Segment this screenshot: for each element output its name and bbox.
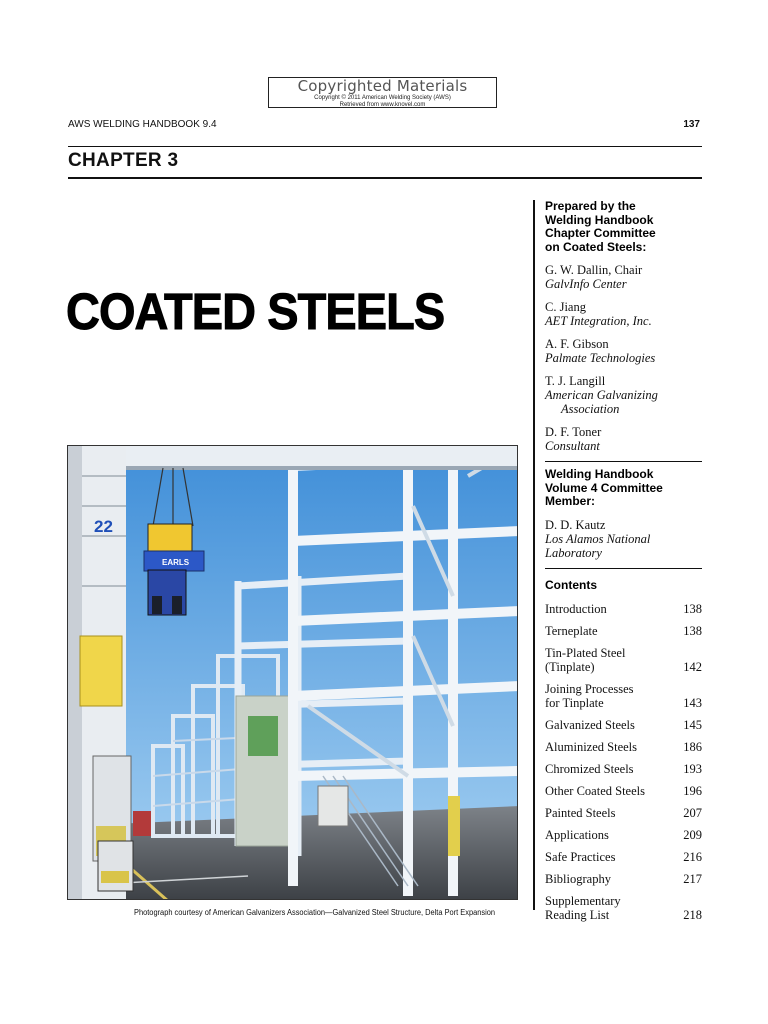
toc-entry[interactable] [545,762,702,776]
toc-entry[interactable] [545,682,702,710]
heading-line: Member: [545,494,596,508]
toc-title: Bibliography [545,872,611,886]
member-org: Los Alamos National [545,531,651,546]
toc-page: 186 [683,740,702,754]
sidebar-rule [545,568,702,569]
toc-page: 138 [683,624,702,638]
member-name: C. Jiang [545,300,586,314]
member-org: American Galvanizing [545,388,658,402]
page-number: 137 [683,119,700,130]
toc-title: Applications [545,828,609,842]
contents-heading: Contents [545,577,597,592]
toc-title: Terneplate [545,624,598,638]
member-name: T. J. Langill [545,374,606,388]
committee-member [545,337,702,365]
prepared-by-heading [545,200,702,254]
toc-entry[interactable] [545,894,702,922]
toc-page: 145 [683,718,702,732]
toc-entry[interactable] [545,602,702,616]
toc-page: 196 [683,784,702,798]
sidebar-rule [545,461,702,462]
toc-entry[interactable] [545,872,702,886]
chapter-label: CHAPTER 3 [68,150,179,171]
copyright-line-1: Copyright © 2011 American Welding Society (AWS) [314,95,451,101]
toc-title: Supplementary Reading List [545,894,621,922]
member-org: Consultant [545,439,600,453]
heading-line: Prepared by the [545,199,636,213]
toc-entry[interactable] [545,740,702,754]
running-head: AWS WELDING HANDBOOK 9.4 [68,119,217,130]
heading-line: Welding Handbook [545,467,654,481]
copyright-line-2: Retrieved from www.knovel.com [339,102,426,108]
toc-entry[interactable] [545,850,702,864]
committee-member [545,263,702,291]
toc-page: 138 [683,602,702,616]
photo-caption: Photograph courtesy of American Galvanizers Association—Galvanized Steel Structure, Delta Port Expansion [134,908,496,917]
chapter-photo [67,445,518,900]
galvanized-structure-illustration [68,446,518,900]
crane-number: 22 [94,517,113,536]
spreader-label: EARLS [162,558,190,567]
toc-entry[interactable] [545,806,702,820]
toc-page: 216 [683,850,702,864]
member-org: GalvInfo Center [545,277,627,291]
toc-title: Safe Practices [545,850,616,864]
toc-entry[interactable] [545,624,702,638]
toc-page: 143 [683,696,702,710]
member-org-continued: Association [561,402,620,416]
toc-page: 218 [683,908,702,922]
committee-member [545,425,702,453]
member-org-continued: Laboratory [545,545,602,560]
toc-title: Aluminized Steels [545,740,637,754]
toc-title: Galvanized Steels [545,718,635,732]
toc-page: 217 [683,872,702,886]
toc-title: Chromized Steels [545,762,634,776]
member-org: Palmate Technologies [545,351,656,365]
header-rule [68,146,702,147]
toc-page: 142 [683,660,702,674]
toc-entry[interactable] [545,646,702,674]
heading-line: on Coated Steels: [545,239,647,254]
volume-committee-member [545,518,702,560]
toc-page: 193 [683,762,702,776]
copyright-notice [268,77,497,108]
contents-list [545,602,702,922]
chapter-title: COATED STEELS [66,283,445,340]
copyright-title: Copyrighted Materials [297,77,468,95]
toc-title: Joining Processes for Tinplate [545,682,634,710]
toc-entry[interactable] [545,718,702,732]
toc-title: Painted Steels [545,806,616,820]
toc-page: 209 [683,828,702,842]
toc-page: 207 [683,806,702,820]
toc-entry[interactable] [545,784,702,798]
toc-title: Introduction [545,602,607,616]
toc-title: Other Coated Steels [545,784,645,798]
member-name: A. F. Gibson [545,337,609,351]
toc-title: Tin-Plated Steel (Tinplate) [545,646,626,674]
chapter-rule [68,177,702,179]
heading-line: Volume 4 Committee [545,480,663,495]
sidebar [545,200,702,930]
sidebar-divider [533,200,535,910]
toc-entry[interactable] [545,828,702,842]
member-name: D. D. Kautz [545,517,606,532]
member-name: D. F. Toner [545,425,602,439]
volume-committee-heading [545,468,702,509]
committee-member [545,300,702,328]
committee-member [545,374,702,416]
heading-line: Welding Handbook [545,212,654,227]
member-org: AET Integration, Inc. [545,314,652,328]
heading-line: Chapter Committee [545,226,656,240]
member-name: G. W. Dallin, Chair [545,263,643,277]
